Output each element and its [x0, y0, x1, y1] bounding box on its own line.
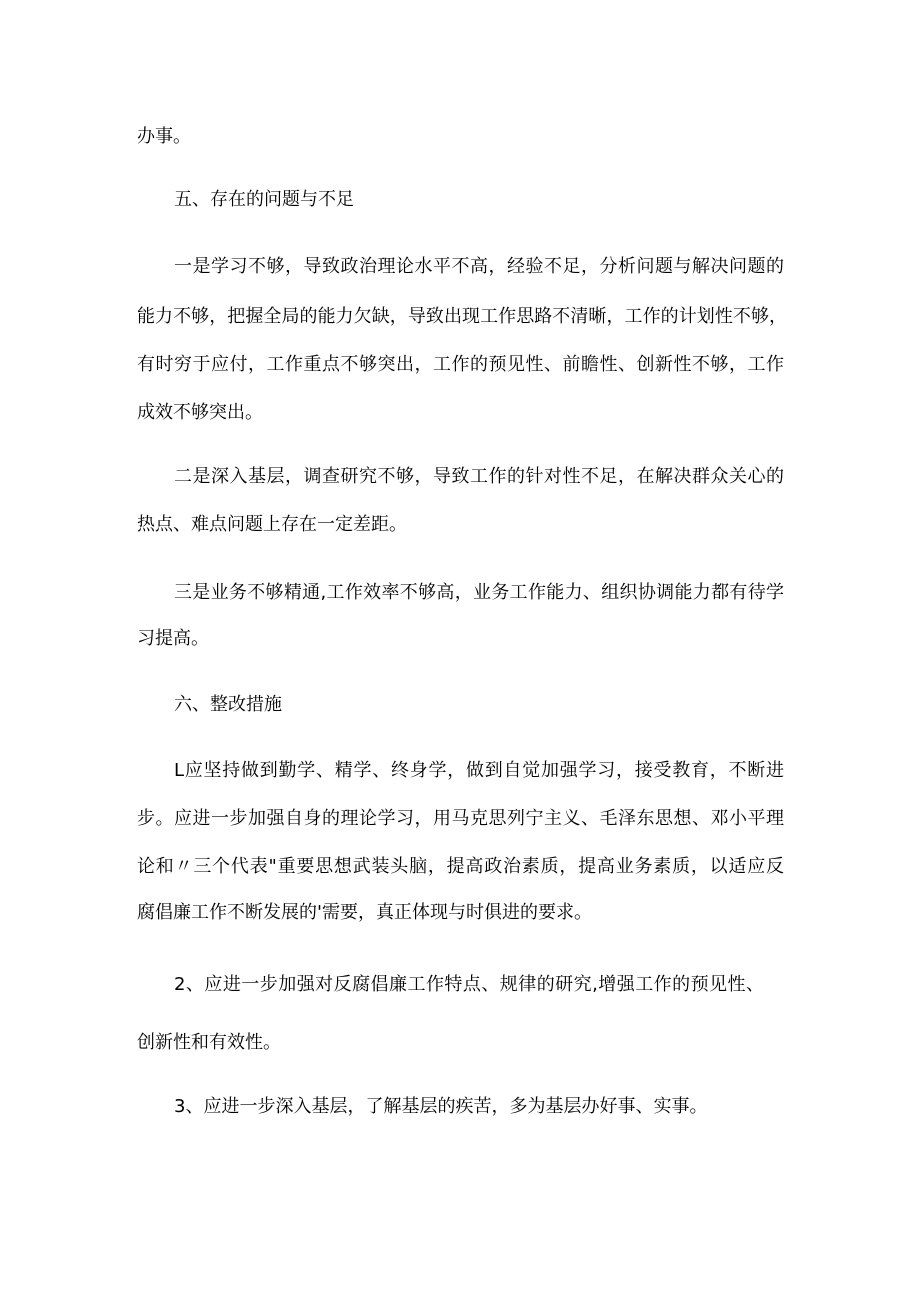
text-line: 成效不够突出。 — [137, 402, 263, 423]
text-line: 3、应进一步深入基层，了解基层的疾苦，多为基层办好事、实事。 — [174, 1096, 708, 1117]
text-line: 腐倡廉工作不断发展的'需要，真正体现与时俱进的要求。 — [137, 902, 592, 923]
text-line: 热点、难点问题上存在一定差距。 — [137, 514, 407, 535]
text-line: 步。应进一步加强自身的理论学习，用马克思列宁主义、毛泽东思想、邓小平理 — [137, 808, 784, 829]
text-line: 论和〃三个代表"重要思想武装头脑，提高政治素质，提高业务素质，以适应反 — [137, 856, 784, 877]
text-line: 三是业务不够精通,工作效率不够高，业务工作能力、组织协调能力都有待学 — [174, 582, 784, 603]
section-heading: 六、整改措施 — [174, 694, 282, 715]
text-line: 一是学习不够，导致政治理论水平不高，经验不足，分析问题与解决问题的 — [174, 256, 784, 277]
section-heading: 五、存在的问题与不足 — [174, 189, 354, 210]
text-line: 办事。 — [137, 126, 191, 147]
text-line: 有时穷于应付，工作重点不够突出，工作的预见性、前瞻性、创新性不够，工作 — [137, 354, 784, 375]
text-line: 创新性和有效性。 — [137, 1032, 281, 1053]
text-line: 二是深入基层，调查研究不够，导致工作的针对性不足，在解决群众关心的 — [174, 466, 784, 487]
text-line: 能力不够，把握全局的能力欠缺，导致出现工作思路不清晰，工作的计划性不够， — [137, 306, 787, 327]
text-line: 习提高。 — [137, 628, 209, 649]
text-line: 2、应进一步加强对反腐倡廉工作特点、规律的研究,增强工作的预见性、 — [174, 974, 764, 995]
text-line: L应坚持做到勤学、精学、终身学，做到自觉加强学习，接受教育，不断进 — [174, 760, 784, 781]
